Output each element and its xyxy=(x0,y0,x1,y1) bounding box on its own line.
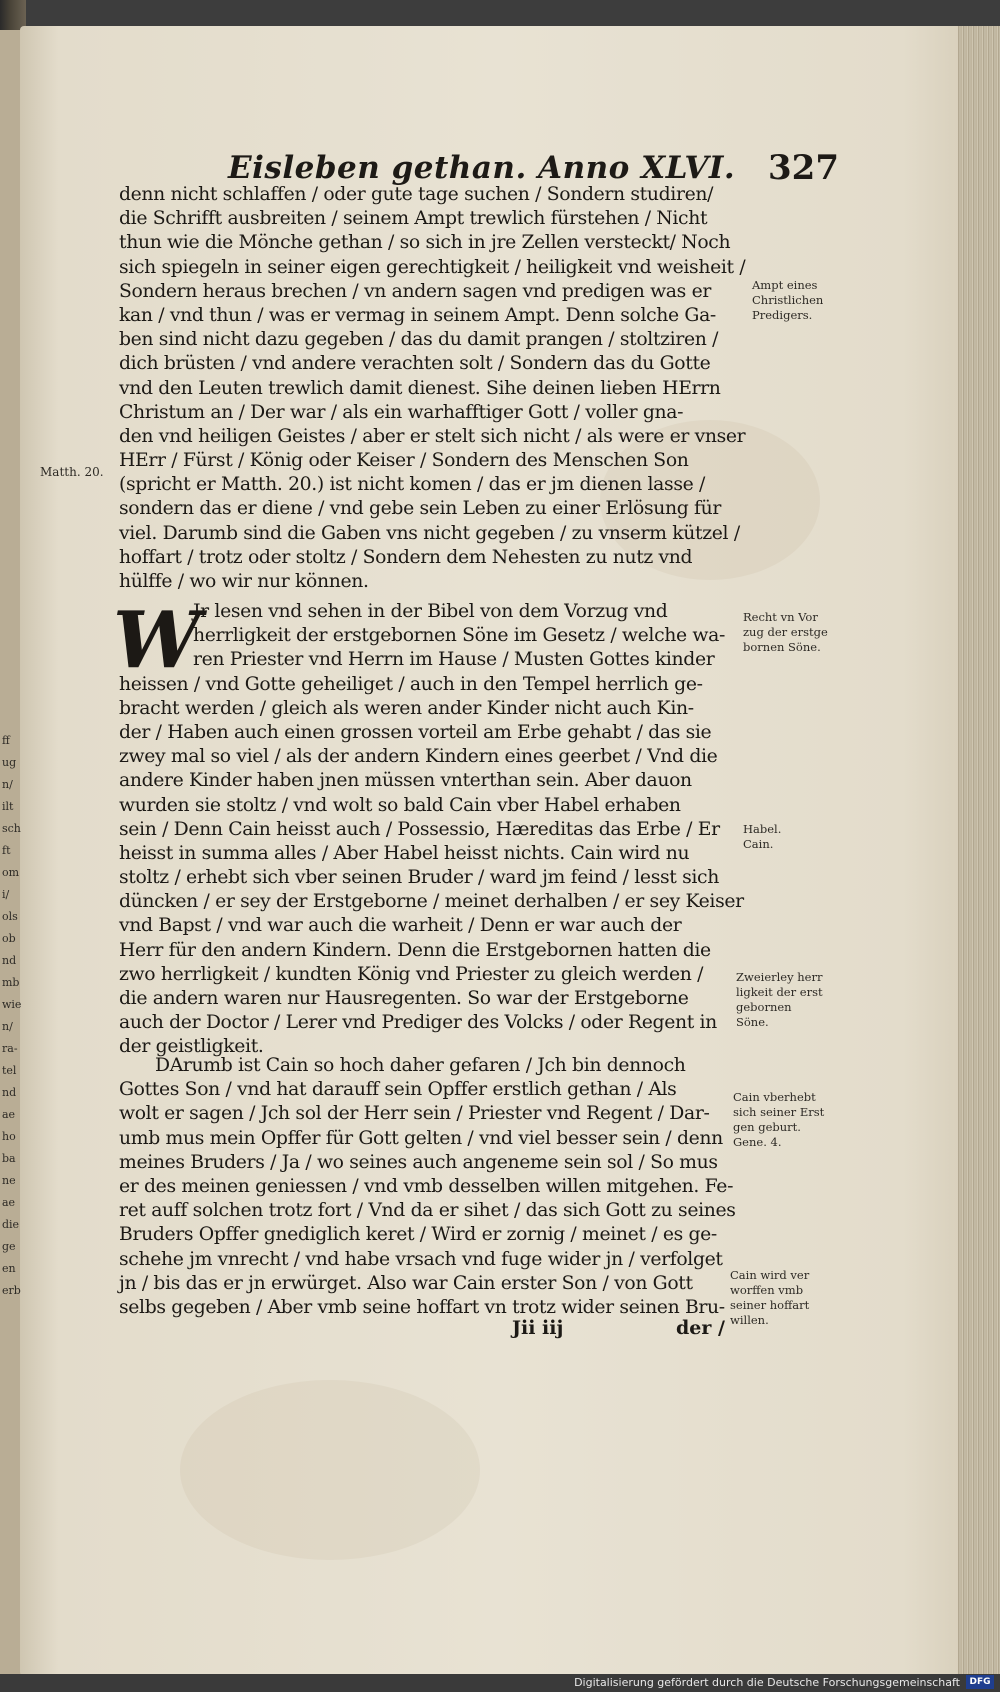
facing-page-fragment: ob xyxy=(2,932,16,945)
text-line: er des meinen geniessen / vnd vmb desselben willen mitgehen. Fe- xyxy=(119,1175,734,1197)
facing-page-fragment: en xyxy=(2,1262,16,1275)
facing-page-fragment: ae xyxy=(2,1196,16,1209)
side-note-line: worffen vmb xyxy=(730,1283,804,1297)
text-line: kan / vnd thun / was er vermag in seinem Ampt. Denn solche Ga- xyxy=(119,304,716,326)
facing-page-fragment: erb xyxy=(2,1284,21,1297)
text-line: Herr für den andern Kindern. Denn die Erstgebornen hatten die xyxy=(119,939,711,961)
facing-page-fragment: nd xyxy=(2,1086,17,1099)
text-line: die andern waren nur Hausregenten. So war der Erstgeborne xyxy=(119,988,689,1009)
text-line: thun wie die Mönche gethan / so sich in jre Zellen versteckt/ Noch xyxy=(119,232,731,254)
text-line: HErr / Fürst / König oder Keiser / Sondern des Menschen Son xyxy=(119,450,689,472)
facing-page-fragment: ho xyxy=(2,1130,16,1143)
signature-mark: Jii iij xyxy=(512,1317,564,1339)
facing-page-fragment: mb xyxy=(2,976,20,989)
text-line: bracht werden / gleich als weren ander Kinder nicht auch Kin- xyxy=(119,697,694,719)
text-line: heisst in summa alles / Aber Habel heisst nichts. Cain wird nu xyxy=(119,842,690,864)
facing-page-fragment: ols xyxy=(2,910,18,923)
side-note-line: sich seiner Erst xyxy=(733,1105,825,1119)
text-line: DArumb ist Cain so hoch daher gefaren / Jch bin dennoch xyxy=(155,1055,686,1076)
side-note xyxy=(743,822,853,852)
text-line: zwey mal so viel / als der andern Kindern eines geerbet / Vnd die xyxy=(119,746,718,768)
text-line: sich spiegeln in seiner eigen gerechtigkeit / heiligkeit vnd weisheit / xyxy=(119,256,746,278)
facing-page-fragment: n/ xyxy=(2,778,13,791)
text-line: zwo herrligkeit / kundten König vnd Priester zu gleich werden / xyxy=(119,963,704,985)
footer-credit: Digitalisierung gefördert durch die Deutsche Forschungsgemeinschaft xyxy=(574,1676,960,1689)
side-note-line: Cain vberhebt xyxy=(733,1090,816,1104)
text-line: heissen / vnd Gotte geheiliget / auch in den Tempel herrlich ge- xyxy=(119,673,703,695)
text-line: ret auff solchen trotz fort / Vnd da er sihet / das sich Gott zu seines xyxy=(119,1200,736,1222)
text-line: (spricht er Matth. 20.) ist nicht komen / das er jm dienen lasse / xyxy=(119,474,705,496)
facing-page-fragment: ae xyxy=(2,1108,16,1121)
side-note-line: willen. xyxy=(730,1313,769,1327)
side-note xyxy=(736,970,846,1030)
side-note-line: ligkeit der erst xyxy=(736,985,823,999)
side-note-line: Söne. xyxy=(736,1015,769,1029)
page-number: 327 xyxy=(768,148,839,188)
side-note xyxy=(743,610,853,655)
side-note-line: Habel. xyxy=(743,822,782,836)
text-line: sein / Denn Cain heisst auch / Possessio, Hæreditas das Erbe / Er xyxy=(119,818,720,840)
text-line: viel. Darumb sind die Gaben vns nicht gegeben / zu vnserm kützel / xyxy=(119,522,740,544)
text-line: düncken / er sey der Erstgeborne / meinet derhalben / er sey Keiser xyxy=(119,891,744,913)
facing-page-fragment: tel xyxy=(2,1064,17,1077)
facing-page-fragment: ra- xyxy=(2,1042,18,1055)
text-line: Bruders Opffer gnediglich keret / Wird er zornig / meinet / es ge- xyxy=(119,1224,717,1246)
paragraph-1 xyxy=(119,183,746,594)
facing-page-fragment: die xyxy=(2,1218,20,1231)
side-note-line: Christlichen xyxy=(752,293,824,307)
facing-page-fragment: i/ xyxy=(2,888,10,901)
text-line: schehe jm vnrecht / vnd habe vrsach vnd fuge wider jn / verfolget xyxy=(119,1248,723,1270)
side-note-line: zug der erstge xyxy=(743,625,828,639)
catchword: der / xyxy=(676,1317,725,1339)
text-line: wolt er sagen / Jch sol der Herr sein / Priester vnd Regent / Dar- xyxy=(119,1103,710,1125)
text-line: ben sind nicht dazu gegeben / das du damit prangen / stoltziren / xyxy=(119,329,719,351)
side-note-line: gen geburt. xyxy=(733,1120,801,1134)
side-note-line: Cain. xyxy=(743,837,774,851)
text-line: Sondern heraus brechen / vn andern sagen vnd predigen was er xyxy=(119,280,711,302)
dfg-logo: DFG xyxy=(966,1675,994,1689)
page-stack-edge xyxy=(958,26,1000,1686)
drop-cap: W xyxy=(113,595,201,686)
facing-page-fragment: sch xyxy=(2,822,21,835)
side-note xyxy=(752,278,862,323)
facing-page-fragment: n/ xyxy=(2,1020,13,1033)
text-line: der / Haben auch einen grossen vorteil am Erbe gehabt / das sie xyxy=(119,721,712,743)
side-note-line: Predigers. xyxy=(752,308,813,322)
text-line: Gottes Son / vnd hat darauff sein Opffer erstlich gethan / Als xyxy=(119,1079,677,1101)
side-note-line: Gene. 4. xyxy=(733,1135,782,1149)
text-line: hülffe / wo wir nur können. xyxy=(119,571,369,592)
side-note-line: bornen Söne. xyxy=(743,640,821,654)
text-line: meines Bruders / Ja / wo seines auch angeneme sein sol / So mus xyxy=(119,1151,718,1173)
text-line: jn / bis das er jn erwürget. Also war Cain erster Son / von Gott xyxy=(119,1272,693,1294)
facing-page-fragment: ff xyxy=(2,734,10,747)
side-note-line: seiner hoffart xyxy=(730,1298,810,1312)
facing-page-fragments xyxy=(2,730,24,1302)
text-line: herrligkeit der erstgebornen Söne im Gesetz / welche wa- xyxy=(193,625,725,647)
paragraph-2 xyxy=(119,600,744,1060)
text-line: ren Priester vnd Herrn im Hause / Musten Gottes kinder xyxy=(193,649,715,671)
paragraph-3 xyxy=(119,1054,739,1320)
text-line: andere Kinder haben jnen müssen vnterthan sein. Aber dauon xyxy=(119,770,692,792)
text-line: den vnd heiligen Geistes / aber er stelt sich nicht / als were er vnser xyxy=(119,425,746,447)
text-line: der geistligkeit. xyxy=(119,1036,264,1058)
facing-page-fragment: ba xyxy=(2,1152,16,1165)
text-line: dich brüsten / vnd andere verachten solt / Sondern das du Gotte xyxy=(119,353,711,375)
margin-reference: Matth. 20. xyxy=(40,465,104,479)
facing-page-fragment: ilt xyxy=(2,800,14,813)
facing-page-fragment: ge xyxy=(2,1240,16,1253)
text-line: umb mus mein Opffer für Gott gelten / vnd viel besser sein / denn xyxy=(119,1127,723,1149)
text-line: hoffart / trotz oder stoltz / Sondern dem Nehesten zu nutz vnd xyxy=(119,546,693,568)
text-line: sondern das er diene / vnd gebe sein Leben zu einer Erlösung für xyxy=(119,498,721,520)
text-line: vnd Bapst / vnd war auch die warheit / Denn er war auch der xyxy=(119,915,682,937)
facing-page-fragment: ft xyxy=(2,844,11,857)
facing-page-fragment: ug xyxy=(2,756,17,769)
side-note-line: Recht vn Vor xyxy=(743,610,818,624)
text-line: die Schrifft ausbreiten / seinem Ampt trewlich fürstehen / Nicht xyxy=(119,208,708,230)
side-note-line: gebornen xyxy=(736,1000,792,1014)
text-line: denn nicht schlaffen / oder gute tage suchen / Sondern studiren/ xyxy=(119,184,714,205)
text-line: auch der Doctor / Lerer vnd Prediger des Volcks / oder Regent in xyxy=(119,1012,717,1034)
text-line: stoltz / erhebt sich vber seinen Bruder / ward jm feind / lesst sich xyxy=(119,867,719,889)
text-line: wurden sie stoltz / vnd wolt so bald Cain vber Habel erhaben xyxy=(119,794,681,816)
facing-page-fragment: ne xyxy=(2,1174,16,1187)
running-head: Eisleben gethan. Anno XLVI. xyxy=(228,150,736,186)
text-line: Christum an / Der war / als ein warhafftiger Gott / voller gna- xyxy=(119,401,684,423)
facing-page-fragment: om xyxy=(2,866,20,879)
paper-stain xyxy=(180,1380,480,1560)
side-note xyxy=(730,1268,840,1328)
facing-page-fragment: wie xyxy=(2,998,22,1011)
text-line: vnd den Leuten trewlich damit dienest. Sihe deinen lieben HErrn xyxy=(119,377,721,399)
text-line: selbs gegeben / Aber vmb seine hoffart vn trotz wider seinen Bru- xyxy=(119,1296,725,1318)
side-note-line: Zweierley herr xyxy=(736,970,823,984)
side-note-line: Ampt eines xyxy=(752,278,818,292)
side-note-line: Cain wird ver xyxy=(730,1268,810,1282)
side-note xyxy=(733,1090,843,1150)
text-line: Jr lesen vnd sehen in der Bibel von dem Vorzug vnd xyxy=(193,601,668,622)
facing-page-fragment: nd xyxy=(2,954,17,967)
